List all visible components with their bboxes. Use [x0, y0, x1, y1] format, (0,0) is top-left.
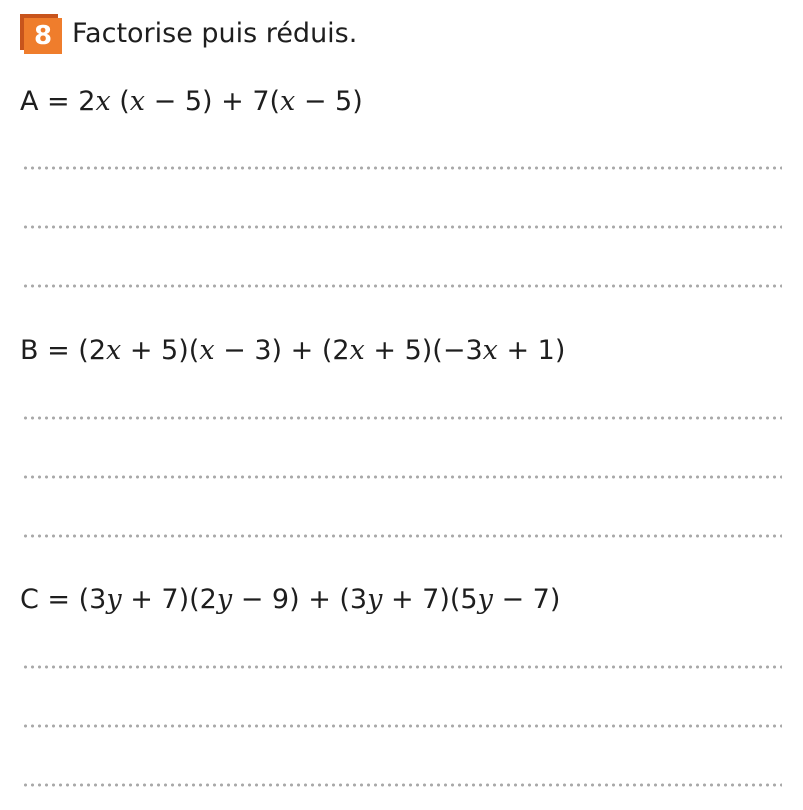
expression-b — [20, 334, 565, 368]
exercise-number: 8 — [24, 18, 62, 54]
expression-text: − 5) — [295, 86, 363, 117]
expression-a — [20, 85, 363, 119]
expression-text: − 7) — [492, 584, 561, 615]
exercise-instruction: Factorise puis réduis. — [72, 18, 358, 49]
expression-text: C = (3 — [20, 584, 107, 615]
variable: x — [349, 335, 365, 366]
variable: y — [367, 584, 383, 615]
answer-line[interactable] — [22, 475, 782, 479]
expression-c — [20, 583, 560, 617]
expression-text: + 7)(2 — [121, 584, 217, 615]
variable: x — [280, 86, 296, 117]
variable: x — [95, 86, 111, 117]
answer-line[interactable] — [22, 534, 782, 538]
answer-line[interactable] — [22, 166, 782, 170]
expression-text: − 5) + 7( — [145, 86, 281, 117]
answer-line[interactable] — [22, 783, 782, 787]
expression-text: + 5)(−3 — [364, 335, 483, 366]
expression-text: − 3) + (2 — [214, 335, 350, 366]
answer-line[interactable] — [22, 665, 782, 669]
variable: y — [477, 584, 493, 615]
variable: x — [199, 335, 215, 366]
variable: x — [129, 86, 146, 117]
expression-text: + 1) — [497, 335, 566, 366]
variable: y — [216, 584, 233, 615]
expression-text: − 9) + (3 — [232, 584, 368, 615]
variable: y — [106, 584, 122, 615]
expression-text: A = 2 — [20, 86, 96, 117]
answer-line[interactable] — [22, 724, 782, 728]
variable: x — [106, 335, 122, 366]
expression-text: ( — [110, 86, 130, 117]
exercise-header — [20, 14, 357, 54]
answer-line[interactable] — [22, 225, 782, 229]
expression-text: + 7)(5 — [382, 584, 478, 615]
expression-text: + 5)( — [121, 335, 200, 366]
exercise-number-badge — [20, 14, 62, 54]
variable: x — [482, 335, 498, 366]
answer-line[interactable] — [22, 284, 782, 288]
expression-text: B = (2 — [20, 335, 107, 366]
answer-line[interactable] — [22, 416, 782, 420]
